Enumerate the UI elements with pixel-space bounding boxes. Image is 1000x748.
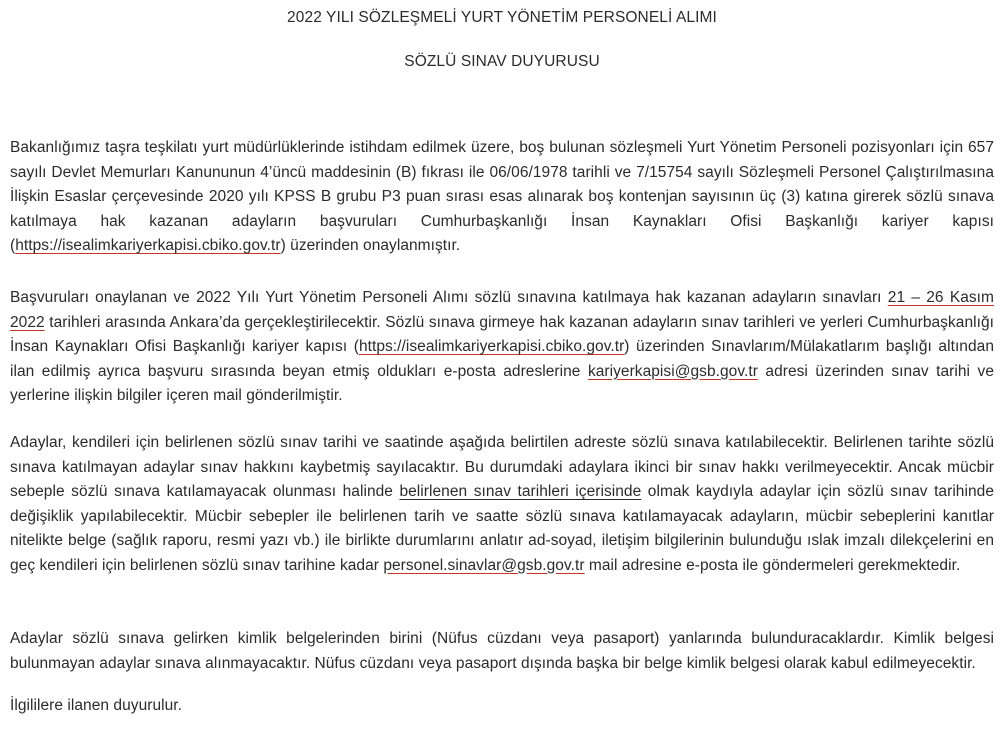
paragraph-3-text-b: olmak kaydıyla adaylar için sözlü sınav tarihinde değişiklik yapılabilecektir. Mücbir sebepler ile belirlenen tarih ve saatte sözlü sınava katılamayacak adayların, mücbir sebeplerini kanıtlar nitelikte belge (sağlık raporu, resmi yazı vb.) ile birlikte durumlarını anlatır ad-soyad, iletişim bilgilerinin bulunduğu ıslak imzalı dilekçelerini en geç kendileri için belirlenen sözlü sınav tarihine kadar [10, 483, 994, 574]
paragraph-2-text-b: tarihleri arasında Ankara’da gerçekleştirilecektir. Sözlü sınava girmeye hak kazanan adayların sınav tarihleri ve yerleri Cumhurbaşkanlığı İnsan Kaynakları Ofisi Başkanlığı kariyer kapısı ( [10, 313, 994, 355]
paragraph-1-text-b: ) üzerinden onaylanmıştır. [280, 237, 461, 254]
kariyer-kapisi-link[interactable]: https://isealimkariyerkapisi.cbiko.gov.tr [15, 237, 281, 254]
page-subtitle: SÖZLÜ SINAV DUYURUSU [404, 53, 600, 70]
paragraph-4: Adaylar sözlü sınava gelirken kimlik belgelerinden birini (Nüfus cüzdanı veya pasaport) yanlarında bulunduracaklardır. Kimlik belgesi bulunmayan adaylar sınava alınmayacaktır. Nüfus cüzdanı veya pasaport dışında başka bir belge kimlik belgesi olarak kabul edilmeyecektir. [10, 630, 994, 672]
paragraph-1-text-a: Bakanlığımız taşra teşkilatı yurt müdürlüklerinde istihdam edilmek üzere, boş bulunan sözleşmeli Yurt Yönetim Personeli pozisyonları için 657 sayılı Devlet Memurları Kanununun 4’üncü maddesinin (B) fıkrası ile 06/06/1978 tarihli ve 7/15754 sayılı Sözleşmeli Personel Çalıştırılmasına İlişkin Esaslar çerçevesinde 2020 yılı KPSS B grubu P3 puan sırası esas alınarak boş kontenjan sayısının üç (3) katına girerek sözlü sınava katılmaya hak kazanan adayların başvuruları Cumhurbaşkanlığı İnsan Kaynakları Ofisi Başkanlığı kariyer kapısı ( [10, 139, 994, 254]
page-title: 2022 YILI SÖZLEŞMELİ YURT YÖNETİM PERSONELİ ALIMI [287, 9, 717, 26]
exam-dates-emphasis: belirlenen sınav tarihleri içerisinde [399, 483, 642, 500]
paragraph-2 [10, 286, 994, 409]
personel-sinavlar-email-link[interactable]: personel.sinavlar@gsb.gov.tr [383, 556, 585, 574]
paragraph-2-text-a: Başvuruları onaylanan ve 2022 Yılı Yurt Yönetim Personeli Alımı sözlü sınavına katılmaya hak kazanan adayların sınavları [10, 289, 888, 306]
paragraph-3-text-a: Adaylar, kendileri için belirlenen sözlü sınav tarihi ve saatinde aşağıda belirtilen adreste sözlü sınava katılabilecektir. Belirlenen tarihte sözlü sınava katılmayan adaylar sınav hakkını kaybetmiş sayılacaktır. Bu durumdaki adaylara ikinci bir sınav hakkı verilmeyecektir. Ancak mücbir sebeple sözlü sınava katılamayacak olunması halinde [10, 434, 994, 500]
paragraph-3 [10, 431, 994, 578]
kariyer-kapisi-link-2[interactable]: https://isealimkariyerkapisi.cbiko.gov.tr [358, 338, 625, 355]
paragraph-3-text-c: mail adresine e-posta ile göndermeleri gerekmektedir. [584, 556, 961, 574]
exam-dates-link[interactable]: 21 – 26 Kasım 2022 [10, 289, 994, 331]
paragraph-1 [10, 136, 994, 259]
paragraph-2-text-c: ) üzerinden Sınavlarım/Mülakatlarım başlığı altından ilan edilmiş ayrıca başvuru sırasında beyan etmiş oldukları e-posta adreslerine [10, 338, 994, 380]
closing-line: İlgililere ilanen duyurulur. [10, 697, 182, 714]
paragraph-2-text-d: adresi üzerinden sınav tarihi ve yerlerine ilişkin bilgiler içeren mail gönderilmiştir. [10, 362, 994, 404]
kariyerkapisi-email-link[interactable]: kariyerkapisi@gsb.gov.tr [587, 362, 758, 380]
